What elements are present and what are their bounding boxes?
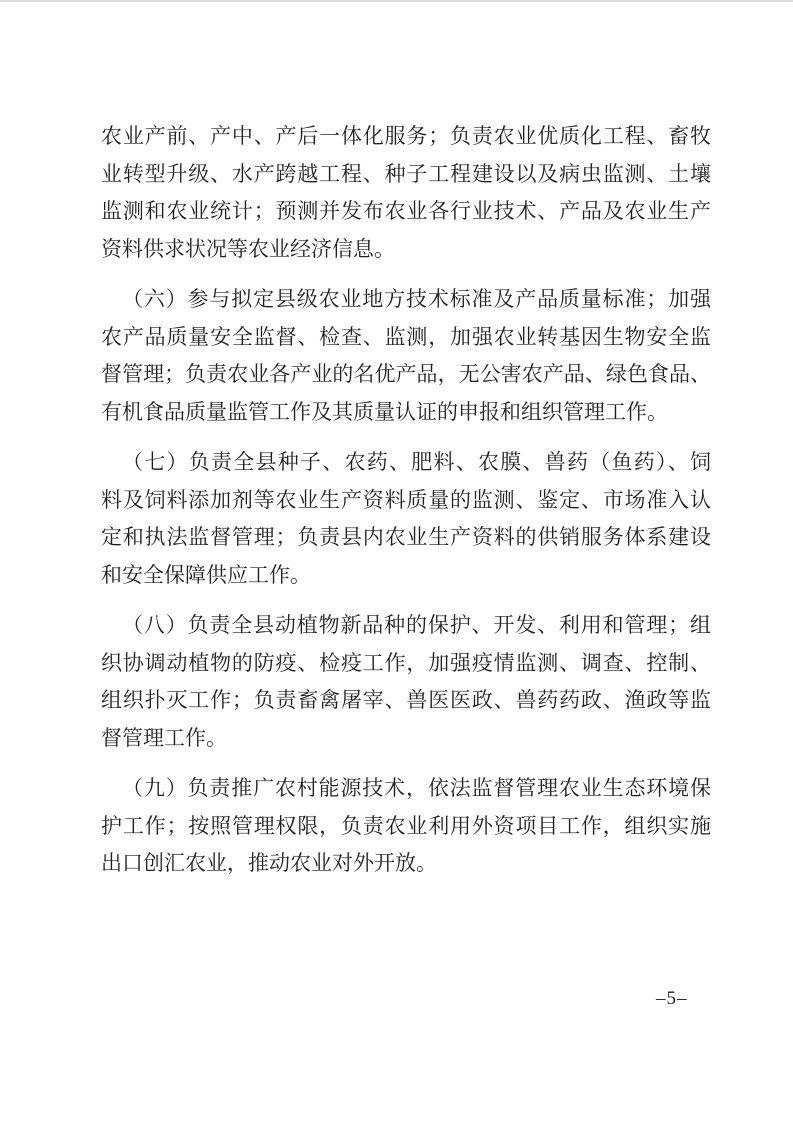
paragraph-clause-9 [101, 770, 711, 883]
text-line: （八）负责全县动植物新品种的保护、开发、利用和管理；组 [122, 613, 711, 637]
text-line: 料及饲料添加剂等农业生产资料质量的监测、鉴定、市场准入认 [101, 487, 711, 512]
text-line: 农业产前、产中、产后一体化服务；负责农业优质化工程、畜牧 [101, 124, 711, 148]
text-line: 资料供求状况等农业经济信息。 [101, 236, 395, 261]
scan-edge-artifact [0, 0, 793, 2]
text-line: 定和执法监督管理；负责县内农业生产资料的供销服务体系建设 [101, 525, 711, 549]
paragraph-clause-6 [101, 281, 711, 431]
paragraph-clause-8 [101, 607, 711, 757]
text-line: 出口创汇农业，推动农业对外开放。 [101, 851, 437, 875]
document-body [101, 118, 711, 896]
text-line: 和安全保障供应工作。 [101, 562, 311, 587]
text-line: （九）负责推广农村能源技术，依法监督管理农业生态环境保 [122, 776, 711, 800]
text-line: 业转型升级、水产跨越工程、种子工程建设以及病虫监测、土壤 [101, 161, 711, 186]
text-line: 督管理；负责农业各产业的名优产品，无公害农产品、绿色食品、 [101, 362, 711, 386]
text-line: 监测和农业统计；预测并发布农业各行业技术、产品及农业生产 [101, 199, 711, 223]
text-line: （七）负责全县种子、农药、肥料、农膜、兽药（鱼药）、饲 [122, 450, 711, 474]
text-line: 组织扑灭工作；负责畜禽屠宰、兽医医政、兽药药政、渔政等监 [101, 688, 711, 712]
text-line: 农产品质量安全监督、检查、监测，加强农业转基因生物安全监 [101, 324, 711, 349]
text-line: 织协调动植物的防疫、检疫工作，加强疫情监测、调查、控制、 [101, 650, 711, 675]
paragraph-intro-continuation [101, 118, 711, 268]
paragraph-clause-7 [101, 444, 711, 594]
text-line: 有机食品质量监管工作及其质量认证的申报和组织管理工作。 [101, 399, 668, 424]
text-line: 护工作；按照管理权限，负责农业利用外资项目工作，组织实施 [101, 813, 711, 838]
page-number: –5– [656, 988, 688, 1009]
text-line: （六）参与拟定县级农业地方技术标准及产品质量标准；加强 [122, 287, 711, 311]
text-line: 督管理工作。 [101, 725, 227, 750]
